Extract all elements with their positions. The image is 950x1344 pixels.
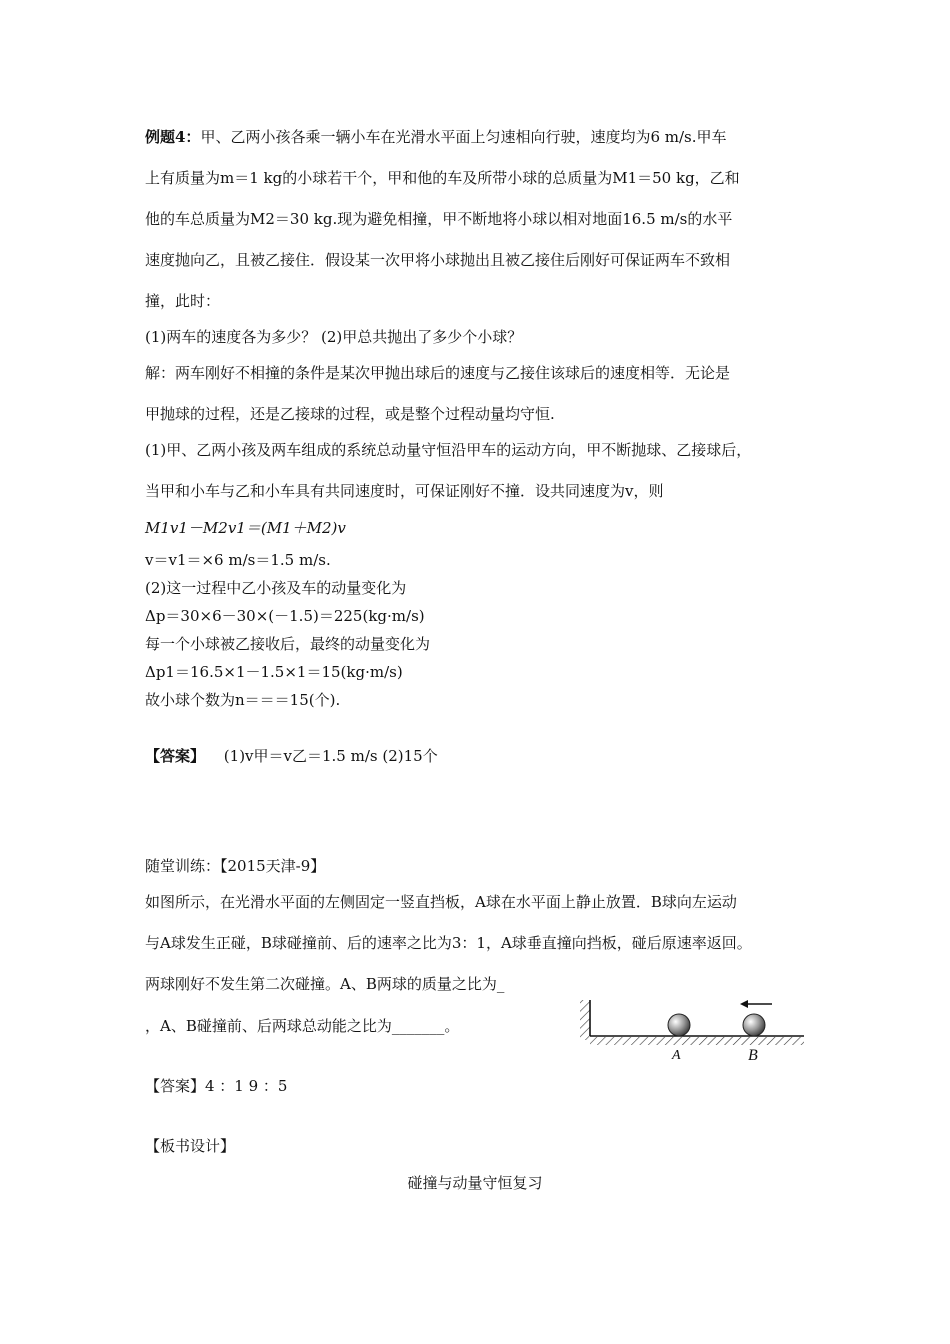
practice-line-1: 如图所示，在光滑水平面的左侧固定一竖直挡板，A球在水平面上静止放置．B球向左运动	[145, 893, 737, 911]
solution-line-4: 当甲和小车与乙和小车具有共同速度时，可保证刚好不撞．设共同速度为v，则	[145, 482, 664, 500]
solution-line-2: 甲抛球的过程，还是乙接球的过程，或是整个过程动量均守恒.	[145, 405, 555, 423]
example-line-1: 例题4：甲、乙两小孩各乘一辆小车在光滑水平面上匀速相向行驶，速度均为6 m/s.甲车	[145, 128, 727, 146]
practice-line-2: 与A球发生正碰，B球碰撞前、后的速率之比为3：1，A球垂直撞向挡板，碰后原速率返回。	[145, 934, 752, 952]
ground	[590, 1036, 804, 1045]
collision-figure	[578, 996, 808, 1066]
ball-a	[668, 1014, 690, 1036]
solution-line-3: (1)甲、乙两小孩及两车组成的系统总动量守恒沿甲车的运动方向，甲不断抛球、乙接球后，	[145, 441, 752, 459]
board-title: 碰撞与动量守恒复习	[407, 1174, 543, 1192]
board-heading: 【板书设计】	[145, 1137, 236, 1155]
practice-line-3: 两球刚好不发生第二次碰撞。A、B两球的质量之比为_	[145, 975, 505, 993]
example-line-2: 上有质量为m＝1 kg的小球若干个，甲和他的车及所带小球的总质量为M1＝50 kg，乙和	[145, 169, 740, 187]
solution-equation-2: v＝v1＝×6 m/s＝1.5 m/s.	[145, 551, 331, 569]
answer-label: 【答案】	[145, 747, 206, 765]
solution-equation-4: Δp1＝16.5×1－1.5×1＝15(kg·m/s)	[145, 663, 403, 681]
practice-heading: 随堂训练：【2015天津-9】	[145, 857, 326, 875]
solution-equation-3: Δp＝30×6－30×(－1.5)＝225(kg·m/s)	[145, 607, 425, 625]
example-line-4: 速度抛向乙，且被乙接住．假设某一次甲将小球抛出且被乙接住后刚好可保证两车不致相	[145, 251, 731, 269]
solution-line-11: 故小球个数为n＝＝＝15(个).	[145, 691, 341, 709]
practice-line-4: ，A、B碰撞前、后两球总动能之比为_______。	[145, 1017, 460, 1035]
example-answer	[145, 746, 438, 766]
example-label: 例题4：	[145, 128, 201, 146]
wall	[580, 1000, 590, 1040]
ball-b	[743, 1014, 765, 1036]
arrow-left-icon	[740, 1000, 772, 1008]
solution-line-7: (2)这一过程中乙小孩及车的动量变化为	[145, 579, 407, 597]
label-a: A	[672, 1048, 681, 1063]
solution-line-1: 解：两车刚好不相撞的条件是某次甲抛出球后的速度与乙接住该球后的速度相等．无论是	[145, 364, 731, 382]
example-line-5: 撞，此时：	[145, 292, 221, 310]
example-line-3: 他的车总质量为M2＝30 kg.现为避免相撞，甲不断地将小球以相对地面16.5 m/s的水平	[145, 210, 733, 228]
label-b: B	[748, 1047, 758, 1064]
answer-text: (1)v甲＝v乙＝1.5 m/s (2)15个	[223, 747, 438, 765]
example-questions: (1)两车的速度各为多少？ (2)甲总共抛出了多少个小球？	[145, 328, 523, 346]
solution-line-9: 每一个小球被乙接收后，最终的动量变化为	[145, 635, 431, 653]
solution-equation-1: M1v1－M2v1＝(M1＋M2)v	[145, 519, 346, 537]
practice-answer: 【答案】4 ：1 9 ：5	[145, 1077, 288, 1095]
